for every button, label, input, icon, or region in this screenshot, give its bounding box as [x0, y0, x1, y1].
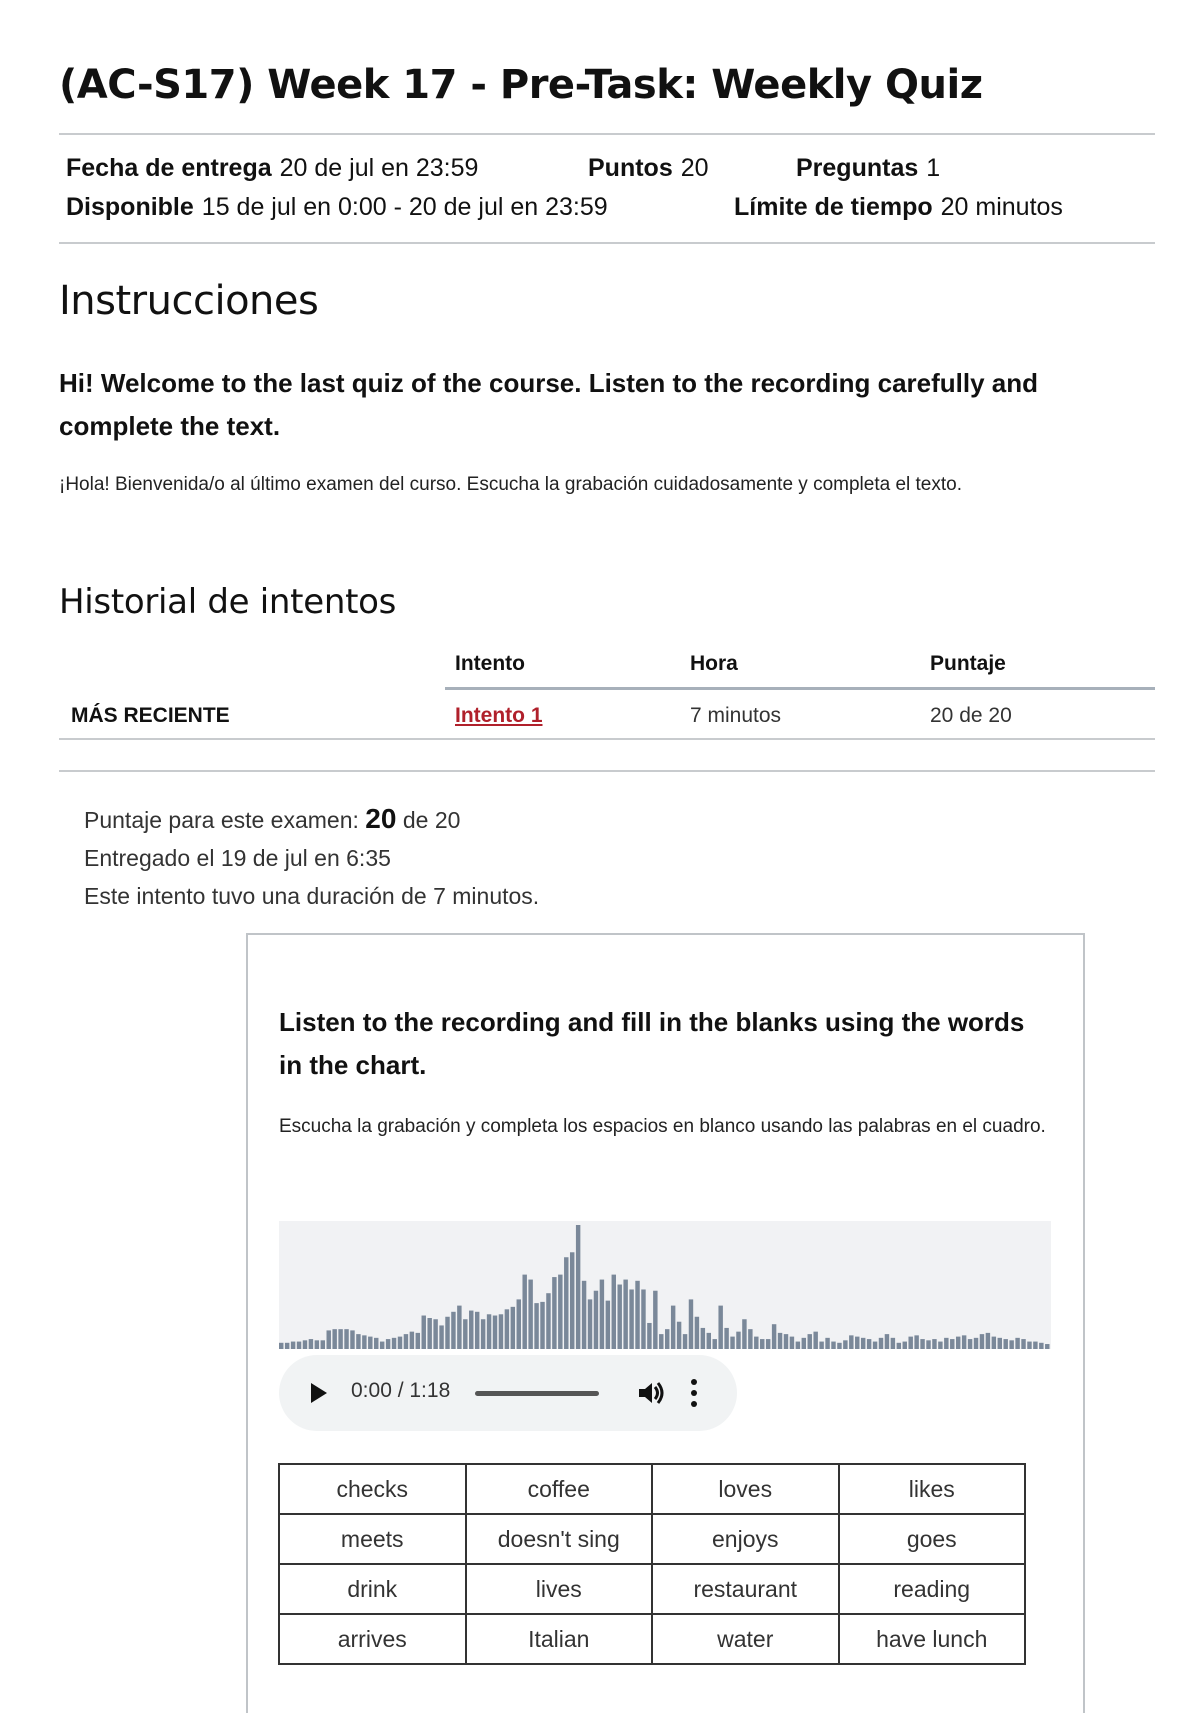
- waveform-bar: [558, 1275, 562, 1349]
- instructions-heading: Instrucciones: [59, 278, 319, 324]
- waveform-bar: [1015, 1338, 1019, 1349]
- waveform-bar: [522, 1275, 526, 1349]
- waveform-bar: [451, 1312, 455, 1349]
- waveform-bar: [297, 1342, 301, 1349]
- waveform-bar: [819, 1342, 823, 1349]
- questions: [796, 154, 940, 183]
- waveform-bar: [457, 1306, 461, 1349]
- points: [588, 154, 709, 183]
- waveform-bar: [992, 1337, 996, 1349]
- word-cell: likes: [839, 1464, 1026, 1514]
- waveform-bar: [564, 1257, 568, 1349]
- waveform-bar: [493, 1316, 497, 1349]
- waveform-bar: [380, 1342, 384, 1349]
- instructions-english: Hi! Welcome to the last quiz of the course. Listen to the recording carefully and complete the text.: [59, 368, 1038, 441]
- word-cell: lives: [466, 1564, 653, 1614]
- waveform-bar: [546, 1293, 550, 1349]
- word-cell: restaurant: [652, 1564, 839, 1614]
- waveform-bar: [920, 1339, 924, 1349]
- submitted-date: Entregado el 19 de jul en 6:35: [84, 845, 391, 871]
- waveform-bar: [813, 1332, 817, 1349]
- due-date: [66, 154, 478, 183]
- waveform-bar: [1009, 1340, 1013, 1349]
- attempt-duration: Este intento tuvo una duración de 7 minutos.: [84, 883, 540, 909]
- waveform-bar: [772, 1324, 776, 1349]
- waveform-bar: [849, 1335, 853, 1349]
- waveform-bar: [309, 1339, 313, 1349]
- page-title: (AC-S17) Week 17 - Pre-Task: Weekly Quiz: [59, 62, 983, 108]
- waveform-bar: [362, 1335, 366, 1349]
- waveform-bar: [315, 1340, 319, 1349]
- waveform-bar: [855, 1337, 859, 1349]
- word-cell: meets: [279, 1514, 466, 1564]
- table-row: [279, 1514, 1025, 1564]
- waveform-bar: [796, 1342, 800, 1349]
- audio-time: 0:00 / 1:18: [351, 1379, 451, 1402]
- waveform-bar: [499, 1314, 503, 1349]
- waveform-bar: [463, 1319, 467, 1349]
- waveform-bar: [998, 1338, 1002, 1349]
- waveform-bar: [481, 1319, 485, 1349]
- table-row: [279, 1464, 1025, 1514]
- attempt-time: 7 minutos: [690, 704, 782, 727]
- table-header: [59, 640, 1155, 690]
- availability: [66, 193, 608, 222]
- waveform-bar: [736, 1332, 740, 1349]
- waveform-bar: [778, 1333, 782, 1349]
- waveform-bar: [677, 1322, 681, 1349]
- waveform-bar: [576, 1225, 580, 1349]
- waveform-bar: [356, 1334, 360, 1349]
- word-cell: coffee: [466, 1464, 653, 1514]
- waveform-bar: [879, 1338, 883, 1349]
- waveform-bar: [724, 1328, 728, 1349]
- waveform-bar: [623, 1280, 627, 1349]
- waveform-bar: [517, 1299, 521, 1349]
- word-cell: water: [652, 1614, 839, 1664]
- waveform-bar: [469, 1311, 473, 1349]
- waveform-bar: [713, 1339, 717, 1349]
- waveform-bar: [534, 1303, 538, 1349]
- waveform-bar: [398, 1337, 402, 1349]
- question-subtitle: Escucha la grabación y completa los espacios en blanco usando las palabras en el cuadro.: [279, 1116, 1046, 1137]
- waveform-bar: [540, 1302, 544, 1349]
- audio-waveform: [279, 1221, 1051, 1349]
- column-header-score: Puntaje: [930, 652, 1006, 675]
- question-title: Listen to the recording and fill in the blanks using the words in the chart.: [279, 1007, 1025, 1080]
- time-limit-value: 20 minutos: [940, 193, 1063, 221]
- waveform-bar: [843, 1340, 847, 1349]
- waveform-bar: [422, 1316, 426, 1349]
- waveform-bar: [635, 1281, 639, 1349]
- waveform-bar: [926, 1340, 930, 1349]
- waveform-bar: [689, 1299, 693, 1349]
- waveform-bar: [1033, 1342, 1037, 1349]
- column-header-time: Hora: [690, 652, 738, 675]
- score-prefix: Puntaje para este examen:: [84, 807, 359, 833]
- volume-icon[interactable]: [635, 1377, 667, 1409]
- word-cell: doesn't sing: [466, 1514, 653, 1564]
- waveform-bar: [427, 1318, 431, 1349]
- waveform-bar: [374, 1338, 378, 1349]
- waveform-bar: [505, 1309, 509, 1349]
- attempt-cell: [455, 704, 543, 728]
- waveform-bar: [629, 1289, 633, 1349]
- waveform-bar: [552, 1277, 556, 1349]
- waveform-bar: [386, 1339, 390, 1349]
- waveform-bar: [701, 1328, 705, 1349]
- waveform-bar: [641, 1289, 645, 1349]
- word-bank-table: [278, 1463, 1026, 1665]
- waveform-bar: [808, 1334, 812, 1349]
- waveform-bar: [416, 1333, 420, 1349]
- word-cell: Italian: [466, 1614, 653, 1664]
- waveform-bar: [368, 1337, 372, 1349]
- waveform-bar: [285, 1343, 289, 1349]
- waveform-bar: [291, 1342, 295, 1349]
- waveform-bar: [932, 1339, 936, 1349]
- time-limit: [734, 193, 1063, 222]
- waveform-bar: [903, 1342, 907, 1349]
- waveform-bar: [742, 1319, 746, 1349]
- waveform-bar: [647, 1323, 651, 1349]
- waveform-bar: [980, 1334, 984, 1349]
- word-cell: loves: [652, 1464, 839, 1514]
- waveform-bar: [873, 1342, 877, 1349]
- instructions-spanish: ¡Hola! Bienvenida/o al último examen del curso. Escucha la grabación cuidadosamente y completa el texto.: [59, 474, 963, 495]
- table-row: [59, 690, 1155, 740]
- audio-progress-slider[interactable]: [475, 1391, 599, 1396]
- waveform-bar: [914, 1335, 918, 1349]
- waveform-bar: [766, 1339, 770, 1349]
- waveform-bar: [938, 1342, 942, 1349]
- waveform-bar: [303, 1340, 307, 1349]
- quiz-score: [84, 800, 539, 839]
- waveform-bar: [908, 1337, 912, 1349]
- waveform-bar: [475, 1312, 479, 1349]
- waveform-bar: [1039, 1343, 1043, 1349]
- waveform-bar: [445, 1317, 449, 1349]
- divider: [59, 770, 1155, 772]
- waveform-bar: [487, 1314, 491, 1349]
- waveform-bar: [695, 1317, 699, 1349]
- waveform-bar: [665, 1329, 669, 1349]
- waveform-bar: [600, 1280, 604, 1349]
- waveform-bar: [986, 1333, 990, 1349]
- waveform-bar: [653, 1291, 657, 1349]
- waveform-bar: [433, 1319, 437, 1349]
- waveform-bar: [730, 1337, 734, 1349]
- result-summary: [84, 800, 539, 915]
- due-date-label: Fecha de entrega: [66, 154, 272, 182]
- waveform-bar: [1027, 1342, 1031, 1349]
- waveform-bar: [956, 1337, 960, 1349]
- attempt-score: 20 de 20: [930, 704, 1012, 727]
- waveform-bar: [683, 1334, 687, 1349]
- waveform-bar: [570, 1252, 574, 1349]
- word-cell: reading: [839, 1564, 1026, 1614]
- waveform-bar: [837, 1343, 841, 1349]
- waveform-bar: [588, 1299, 592, 1349]
- questions-value: 1: [926, 154, 941, 182]
- waveform-bar: [338, 1329, 342, 1349]
- waveform-bar: [891, 1338, 895, 1349]
- waveform-bar: [410, 1332, 414, 1349]
- word-cell: enjoys: [652, 1514, 839, 1564]
- score-suffix: de 20: [402, 807, 461, 833]
- most-recent-label: MÁS RECIENTE: [71, 704, 230, 727]
- waveform-bar: [1045, 1344, 1049, 1349]
- audio-player: [279, 1355, 737, 1431]
- waveform-bar: [1021, 1339, 1025, 1349]
- waveform-bar: [659, 1334, 663, 1349]
- waveform-bar: [528, 1280, 532, 1349]
- waveform-bar: [392, 1338, 396, 1349]
- questions-label: Preguntas: [796, 154, 919, 182]
- word-cell: have lunch: [839, 1614, 1026, 1664]
- score-value: 20: [365, 803, 397, 834]
- table-row: [279, 1564, 1025, 1614]
- waveform-bar: [831, 1342, 835, 1349]
- points-label: Puntos: [588, 154, 673, 182]
- availability-label: Disponible: [66, 193, 194, 221]
- due-date-value: 20 de jul en 23:59: [279, 154, 479, 182]
- waveform-bar: [350, 1330, 354, 1349]
- column-header-attempt: Intento: [455, 652, 525, 675]
- time-limit-label: Límite de tiempo: [734, 193, 933, 221]
- waveform-bar: [790, 1337, 794, 1349]
- waveform-bar: [962, 1335, 966, 1349]
- word-cell: arrives: [279, 1614, 466, 1664]
- waveform-bar: [439, 1325, 443, 1349]
- word-cell: drink: [279, 1564, 466, 1614]
- attempt-link[interactable]: Intento 1: [455, 704, 543, 727]
- waveform-bar: [617, 1285, 621, 1349]
- waveform-bar: [885, 1334, 889, 1349]
- waveform-bar: [321, 1340, 325, 1349]
- waveform-bar: [760, 1339, 764, 1349]
- waveform-bar: [707, 1333, 711, 1349]
- waveform-bar: [784, 1334, 788, 1349]
- waveform-bar: [404, 1334, 408, 1349]
- waveform-bar: [671, 1306, 675, 1349]
- waveform-bar: [718, 1306, 722, 1349]
- waveform-bar: [754, 1337, 758, 1349]
- waveform-bar: [344, 1329, 348, 1349]
- waveform-bar: [974, 1338, 978, 1349]
- waveform-bar: [327, 1330, 331, 1349]
- waveform-bar: [968, 1339, 972, 1349]
- waveform-bar: [944, 1338, 948, 1349]
- divider: [59, 242, 1155, 244]
- waveform-bar: [897, 1343, 901, 1349]
- waveform-bar: [867, 1339, 871, 1349]
- points-value: 20: [680, 154, 709, 182]
- waveform-bar: [861, 1338, 865, 1349]
- word-cell: checks: [279, 1464, 466, 1514]
- waveform-bar: [802, 1338, 806, 1349]
- play-icon[interactable]: [311, 1383, 327, 1403]
- table-row: [279, 1614, 1025, 1664]
- waveform-bar: [279, 1343, 283, 1349]
- divider: [59, 133, 1155, 135]
- waveform-bar: [950, 1339, 954, 1349]
- waveform-bar: [748, 1329, 752, 1349]
- waveform-bar: [594, 1291, 598, 1349]
- word-cell: goes: [839, 1514, 1026, 1564]
- availability-value: 15 de jul en 0:00 - 20 de jul en 23:59: [201, 193, 608, 221]
- waveform-bar: [612, 1275, 616, 1349]
- waveform-bar: [582, 1281, 586, 1349]
- question-card: [246, 933, 1085, 1713]
- more-options-icon[interactable]: [691, 1379, 699, 1409]
- waveform-bar: [332, 1329, 336, 1349]
- waveform-bar: [606, 1301, 610, 1349]
- waveform-bar: [825, 1338, 829, 1349]
- waveform-bar: [1003, 1339, 1007, 1349]
- waveform-bar: [511, 1307, 515, 1349]
- history-heading: Historial de intentos: [59, 582, 397, 622]
- attempt-history-table: [59, 640, 1155, 740]
